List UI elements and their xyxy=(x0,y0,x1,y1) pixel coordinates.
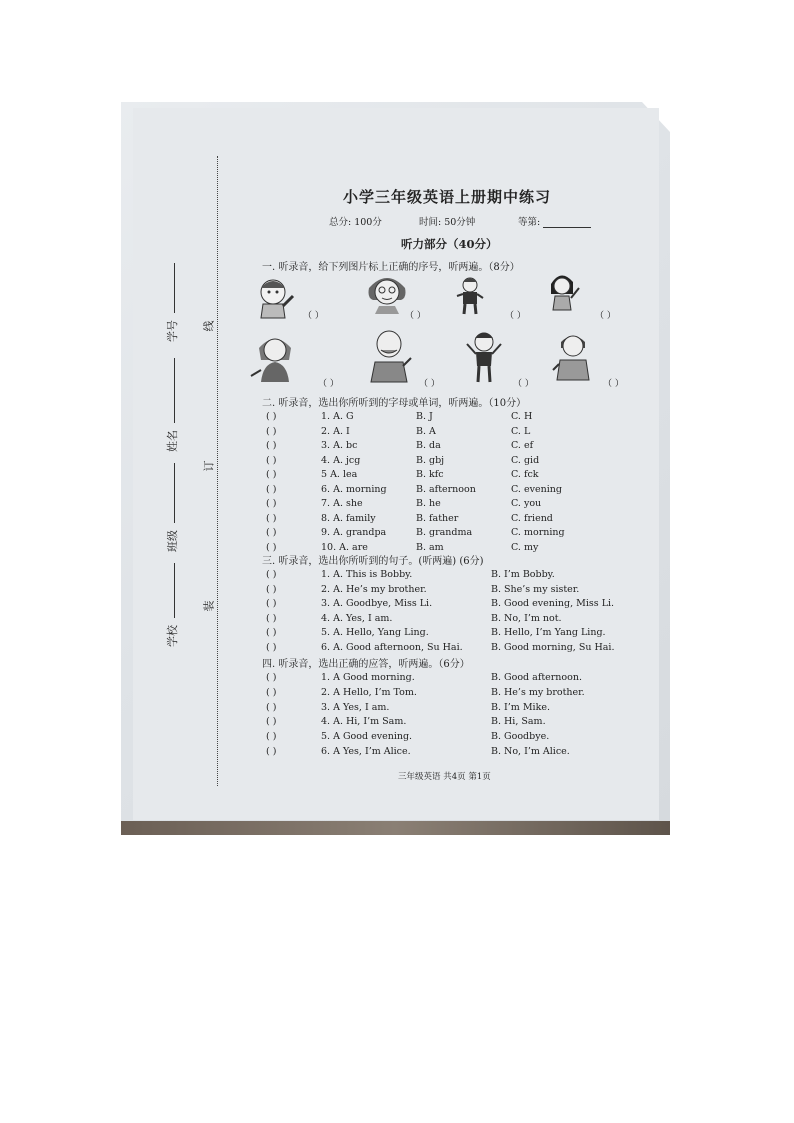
class-label: 班级 xyxy=(166,530,179,552)
option-c: C. L xyxy=(511,425,531,437)
option-a: 3. A. bc xyxy=(321,440,358,451)
answer-blank[interactable]: ( ) xyxy=(266,527,277,538)
pic-3-blank[interactable]: （ ） xyxy=(505,311,526,321)
answer-blank[interactable]: ( ) xyxy=(266,701,277,713)
option-b: B. he xyxy=(416,498,441,509)
option-a: 3. A. Goodbye, Miss Li. xyxy=(321,598,433,610)
pic-7-blank[interactable]: （ ） xyxy=(513,379,534,389)
option-b: B. grandma xyxy=(416,527,473,538)
option-a: 4. A. Hi, I’m Sam. xyxy=(321,716,407,728)
boy-waving-icon xyxy=(251,274,297,320)
option-b: B. No, I’m Alice. xyxy=(491,746,570,757)
name-label: 姓名 xyxy=(166,430,179,452)
option-a: 5 A. lea xyxy=(321,469,358,480)
option-a: 6. A Yes, I’m Alice. xyxy=(321,746,411,757)
section3-question-6 xyxy=(266,642,646,655)
option-b: B. Hello, I’m Yang Ling. xyxy=(491,627,606,639)
option-b: B. afternoon xyxy=(416,483,476,495)
option-a: 4. A. Yes, I am. xyxy=(321,612,393,624)
option-b: B. Good afternoon. xyxy=(491,672,583,683)
section4-question-4 xyxy=(266,716,646,729)
section4-question-5 xyxy=(266,731,646,744)
grandma-icon xyxy=(363,268,411,316)
option-b: B. She’s my sister. xyxy=(491,583,580,595)
option-b: B. father xyxy=(416,512,459,524)
section2-question-9 xyxy=(266,527,646,540)
option-c: C. you xyxy=(511,498,542,509)
time-limit: 时间: 50分钟 xyxy=(419,217,476,228)
option-b: B. He’s my brother. xyxy=(491,686,585,698)
option-c: C. morning xyxy=(511,527,565,538)
option-b: B. Goodbye. xyxy=(491,731,550,743)
option-c: C. gid xyxy=(511,454,540,466)
answer-blank[interactable]: ( ) xyxy=(266,716,277,728)
option-a: 5. A. Hello, Yang Ling. xyxy=(321,627,429,639)
answer-blank[interactable]: ( ) xyxy=(266,425,277,437)
listening-part-title: 听力部分（40分） xyxy=(401,237,498,251)
page-footer: 三年级英语 共4页 第1页 xyxy=(398,772,491,782)
answer-blank[interactable]: ( ) xyxy=(266,746,277,757)
option-a: 1. A. This is Bobby. xyxy=(321,569,413,580)
option-a: 6. A. morning xyxy=(321,483,387,495)
answer-blank[interactable]: ( ) xyxy=(266,731,277,743)
option-a: 8. A. family xyxy=(321,512,376,524)
exam-sheet xyxy=(133,108,659,820)
scanned-photo xyxy=(121,102,670,835)
grade-blank[interactable] xyxy=(543,217,591,228)
option-b: B. Good evening, Miss Li. xyxy=(491,598,615,610)
answer-blank[interactable]: ( ) xyxy=(266,469,277,480)
answer-blank[interactable]: ( ) xyxy=(266,569,277,580)
section2-title: 二. 听录音，选出你所听到的字母或单词，听两遍。（10分） xyxy=(262,398,527,409)
answer-blank[interactable]: ( ) xyxy=(266,498,277,509)
answer-blank[interactable]: ( ) xyxy=(266,411,277,422)
answer-blank[interactable]: ( ) xyxy=(266,454,277,466)
section1-title: 一. 听录音，给下列图片标上正确的序号，听两遍。（8分） xyxy=(262,262,520,273)
option-a: 10. A. are xyxy=(321,541,368,553)
option-a: 4. A. jcg xyxy=(321,454,361,466)
option-a: 3. A Yes, I am. xyxy=(321,701,390,713)
bind-char-2: 订 xyxy=(202,460,216,472)
section4-title: 四. 听录音，选出正确的应答，听两遍。（6分） xyxy=(262,659,470,670)
bind-char-3: 线 xyxy=(202,320,216,332)
option-b: B. I’m Bobby. xyxy=(491,569,555,580)
option-a: 1. A. G xyxy=(321,411,354,422)
option-c: C. friend xyxy=(511,512,553,524)
option-a: 2. A. He’s my brother. xyxy=(321,583,427,595)
section3-title: 三. 听录音，选出你所听到的句子。(听两遍) (6分) xyxy=(262,556,484,567)
section2-question-5 xyxy=(266,469,646,482)
section3-question-2 xyxy=(266,584,646,597)
option-b: B. J xyxy=(416,411,433,422)
option-b: B. No, I’m not. xyxy=(491,612,562,624)
grade-field xyxy=(518,214,591,228)
option-b: B. kfc xyxy=(416,469,444,480)
answer-blank[interactable]: ( ) xyxy=(266,512,277,524)
option-a: 1. A Good morning. xyxy=(321,672,415,683)
answer-blank[interactable]: ( ) xyxy=(266,541,277,553)
section2-question-4 xyxy=(266,455,646,468)
option-a: 9. A. grandpa xyxy=(321,527,387,538)
pic-8-blank[interactable]: （ ） xyxy=(603,379,624,389)
exam-title: 小学三年级英语上册期中练习 xyxy=(343,188,552,206)
student-no-label: 学号 xyxy=(166,320,179,342)
option-b: B. am xyxy=(416,541,444,553)
pic-5-blank[interactable]: （ ） xyxy=(318,379,339,389)
section2-question-1 xyxy=(266,411,646,424)
option-b: B. A xyxy=(416,425,436,437)
bind-char-1: 装 xyxy=(202,600,216,612)
table-edge xyxy=(121,821,670,835)
section2-question-6 xyxy=(266,484,646,497)
pic-4-blank[interactable]: （ ） xyxy=(595,311,616,321)
option-a: 2. A Hello, I’m Tom. xyxy=(321,686,417,698)
section2-question-2 xyxy=(266,426,646,439)
answer-blank[interactable]: ( ) xyxy=(266,686,277,698)
student-no-line xyxy=(174,263,175,313)
pic-2-blank[interactable]: （ ） xyxy=(405,311,426,321)
section4-question-6 xyxy=(266,746,646,759)
option-a: 2. A. I xyxy=(321,425,350,437)
section2-question-3 xyxy=(266,440,646,453)
option-a: 5. A Good evening. xyxy=(321,731,413,743)
answer-blank[interactable]: ( ) xyxy=(266,627,277,639)
pic-1-blank[interactable]: （ ） xyxy=(303,311,324,321)
total-score: 总分: 100分 xyxy=(329,217,382,228)
answer-blank[interactable]: ( ) xyxy=(266,612,277,624)
section3-question-1 xyxy=(266,569,646,582)
boy-greeting-icon xyxy=(551,330,595,382)
answer-blank[interactable]: ( ) xyxy=(266,583,277,595)
section2-question-8 xyxy=(266,513,646,526)
class-line xyxy=(174,463,175,523)
option-b: B. da xyxy=(416,440,441,451)
grade-label: 等第: xyxy=(518,217,541,228)
section2-question-7 xyxy=(266,498,646,511)
section4-question-3 xyxy=(266,702,646,715)
answer-blank[interactable]: ( ) xyxy=(266,440,277,451)
option-c: C. H xyxy=(511,411,533,422)
binding-dotted-line xyxy=(217,156,218,786)
boy-standing-icon xyxy=(451,276,489,316)
section3-question-4 xyxy=(266,613,646,626)
option-c: C. ef xyxy=(511,440,534,451)
option-b: B. Hi, Sam. xyxy=(491,716,546,728)
section4-question-2 xyxy=(266,687,646,700)
answer-blank[interactable]: ( ) xyxy=(266,672,277,683)
school-line xyxy=(174,563,175,618)
section3-question-5 xyxy=(266,627,646,640)
girl-waving-icon xyxy=(543,270,583,312)
grandpa-icon xyxy=(363,328,415,384)
option-c: C. my xyxy=(511,541,539,553)
option-c: C. evening xyxy=(511,483,562,495)
section3-question-3 xyxy=(266,598,646,611)
answer-blank[interactable]: ( ) xyxy=(266,642,277,653)
pic-6-blank[interactable]: （ ） xyxy=(419,379,440,389)
answer-blank[interactable]: ( ) xyxy=(266,598,277,610)
school-label: 学校 xyxy=(166,625,179,647)
option-a: 7. A. she xyxy=(321,498,363,509)
option-c: C. fck xyxy=(511,469,539,480)
option-b: B. gbj xyxy=(416,454,445,466)
option-b: B. I’m Mike. xyxy=(491,701,550,713)
section4-question-1 xyxy=(266,672,646,685)
boy-arms-up-icon xyxy=(463,328,505,384)
name-line xyxy=(174,358,175,423)
girl-pointing-icon xyxy=(249,330,301,384)
answer-blank[interactable]: ( ) xyxy=(266,483,277,495)
option-b: B. Good morning, Su Hai. xyxy=(491,642,615,653)
option-a: 6. A. Good afternoon, Su Hai. xyxy=(321,642,463,653)
